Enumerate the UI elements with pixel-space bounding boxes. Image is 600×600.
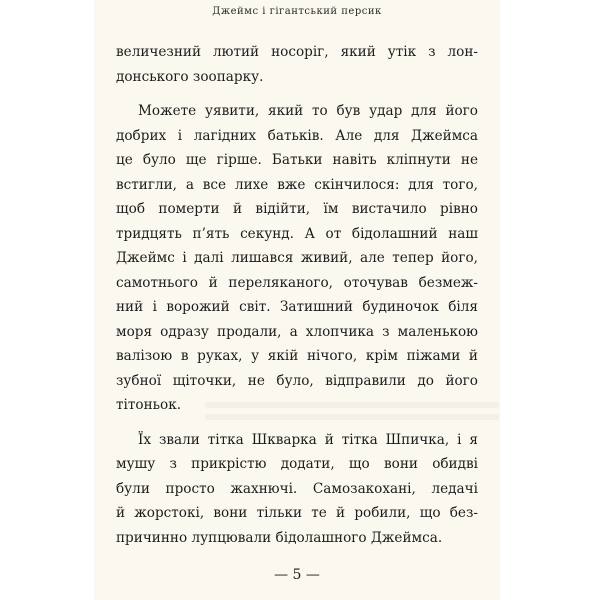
- text-line: Джеймс і далі лишався живий, але тепер його,: [116, 250, 478, 266]
- text-line: щоб померти й відійти, їм вистачило рівно: [116, 201, 478, 217]
- text-line: валізою в руках, у якій нічого, крім піжами й: [116, 348, 478, 364]
- text-line: тридцять п’ять секунд. А от бідолашний наш: [116, 225, 478, 242]
- body-text: [116, 40, 478, 560]
- page-number: — 5 —: [274, 567, 320, 583]
- text-line: причинно лупцювали бідолашного Джеймса.: [116, 529, 443, 546]
- text-line: донського зоопарку.: [116, 68, 264, 85]
- text-line: зубної щіточки, не було, відправили до його: [116, 372, 478, 389]
- text-line: встигли, а все лихе вже скінчилося: для того,: [116, 176, 478, 193]
- paragraph: [116, 40, 478, 89]
- text-line: Їх звали тітка Шкварка й тітка Шпичка, і я: [138, 431, 478, 448]
- text-line: були просто жахнючі. Самозакохані, ледачі: [116, 480, 478, 497]
- text-line: й жорстокі, вони тільки те й робили, що без-: [116, 505, 478, 521]
- text-line: ний і ворожий світ. Затишний будиночок біля: [116, 299, 478, 315]
- text-line: це було ще гірше. Батьки навіть кліпнути не: [116, 152, 478, 168]
- paragraph: [116, 428, 478, 551]
- book-page: [95, 0, 499, 600]
- text-line: моря одразу продали, а хлопчика з маленькою: [116, 323, 478, 340]
- text-line: самотнього й переляканого, оточував безмеж-: [116, 274, 478, 291]
- text-line: мушу з прикрістю додати, що вони обидві: [116, 456, 478, 472]
- text-line: тітоньок.: [116, 397, 182, 413]
- running-title: Джеймс і гігантський персик: [212, 6, 382, 17]
- paragraph: [116, 99, 478, 418]
- text-line: добрих і лагідних батьків. Але для Джеймса: [116, 127, 478, 144]
- text-line: величезний лютий носоріг, який утік з лон-: [116, 44, 478, 60]
- text-line: Можете уявити, який то був удар для його: [138, 103, 478, 119]
